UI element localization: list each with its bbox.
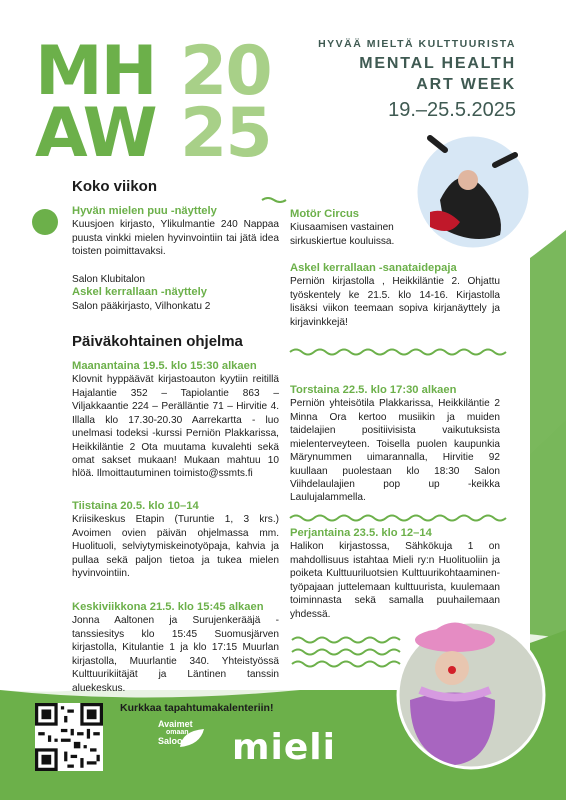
whole-week-item2 [72, 273, 279, 313]
partner-logo [158, 720, 193, 746]
item-title: Askel kerrallaan -näyttely [72, 286, 207, 299]
day-title: Perjantaina 23.5. klo 12–14 [290, 527, 432, 539]
day-text: Perniön yhteisötila Plakkarissa, Heikkiläntie 2 Minna Ora kertoo musiikin ja muiden taidelajien positiivisista vaikutuksista mielenterveyteen. Toisella puolen kaupunkia Märynummen uimarannalla, Hirvitie 92 kuullaan puolestaan klo 18:30 Salon Viihdelaulajien pop up -keikka Laulujalammella. [290, 398, 500, 504]
item-title: Motör Circus [290, 208, 359, 220]
item-text: Perniön kirjastolla , Heikkiläntie 2. Ohjattu työskentely ke 21.5. klo 14-16. Kirjastolla lisäksi viikon teemaan sopiva kirjanäyttely ja kirjavinkkejä! [290, 276, 500, 328]
daily-thursday [290, 384, 500, 505]
day-text: Jonna Aaltonen ja Surujenkerääjä -tanssiesitys klo 15:45 Suomusjärven kirjastolla, Kitulantie 1 ja klo 17:15 Muurlan kirjastolla, Muurlantie 340. Yhteistyössä Kulttuurikiitäjät ja Läntinen tanssin aluekeskus. [72, 615, 279, 694]
day-text: Kriisikeskus Etapin (Turuntie 1, 3 krs.) Avoimen ovien päivän ohjelmassa mm. Huolituoli, selviytymiskeinotyöpaja, kahvia ja pullaa sekä paljon tietoa ja tukea mielen hyvinvointiin. [72, 514, 279, 580]
item-pre: Salon Klubitalon [72, 274, 145, 285]
logo-mh: MH [35, 32, 156, 111]
whole-week-heading: Koko viikon [72, 178, 158, 195]
day-title: Tiistaina 20.5. klo 10–14 [72, 500, 199, 512]
partner-line1: Avaimet [158, 719, 193, 729]
whole-week-item3 [290, 208, 440, 248]
whole-week-item1 [72, 205, 279, 259]
partner-line3: Saloon [158, 735, 189, 746]
logo-25: 25 [180, 94, 271, 173]
daily-heading: Päiväkohtainen ohjelma [72, 333, 243, 350]
item-text: Salon pääkirjasto, Vilhonkatu 2 [72, 300, 211, 312]
logo-20: 20 [180, 32, 271, 111]
daily-monday [72, 360, 279, 481]
item-text: Kuusjoen kirjasto, Ylikulmantie 240 Nappaa puusta vinkki mielen hyvinvointiin tai jätä idea toisten poimittavaksi. [72, 219, 279, 258]
day-text: Klovnit hyppäävät kirjastoauton kyytiin reitillä Hajalantie 352 – Tapiolantie 863 – Viljakkaantie 224 – Perälläntie 71 – Hirvitie 4. Illalla klo 17.30-20.30 Aarrekartta - luo unelmasi todeksi -kurssi Perniön Plakkarissa, Heikkiläntie 2 Ota muutama kuvalehti sekä omat sakset mukaan! Mukaan mahtuu 10 hlöä. Ilmoittautuminen toimisto@ssmts.fi [72, 374, 279, 480]
qr-code[interactable] [35, 703, 103, 771]
header-title-line1: MENTAL HEALTH [359, 55, 516, 72]
green-dot [32, 209, 58, 235]
logo-aw: AW [35, 94, 156, 173]
day-title: Keskiviikkona 21.5. klo 15:45 alkaen [72, 601, 264, 613]
daily-friday [290, 527, 500, 621]
item-title: Hyvän mielen puu -näyttely [72, 205, 217, 217]
header-tagline: HYVÄÄ MIELTÄ KULTTUURISTA [318, 38, 516, 50]
day-text: Halikon kirjastossa, Sähkökuja 1 on mahdollisuus istahtaa Mieli ry:n Huolituoliin ja poiketa Kulttuuriluotsien Kulttuurikohtaaminen-työpajaan juttelemaan kulttuurista, kuulemaan toiminnasta sekä samalla puuhailemaan yhdessä. [290, 541, 500, 620]
clown-photo [398, 622, 544, 768]
calendar-link[interactable]: Kurkkaa tapahtumakalenteriin! [120, 702, 274, 714]
day-title: Maanantaina 19.5. klo 15:30 alkaen [72, 360, 257, 372]
partner-line2: omaan [166, 729, 189, 737]
item-text: Kiusaamisen vastainen sirkuskiertue kouluissa. [290, 222, 395, 247]
daily-wednesday [72, 601, 279, 695]
mieli-logo: mieli [232, 727, 336, 768]
item-title: Askel kerrallaan -sanataidepaja [290, 262, 457, 274]
whole-week-item4 [290, 262, 500, 329]
header-dates: 19.–25.5.2025 [388, 99, 516, 121]
daily-tuesday [72, 500, 279, 581]
header-title-line2: ART WEEK [416, 76, 516, 93]
day-title: Torstaina 22.5. klo 17:30 alkaen [290, 384, 457, 396]
